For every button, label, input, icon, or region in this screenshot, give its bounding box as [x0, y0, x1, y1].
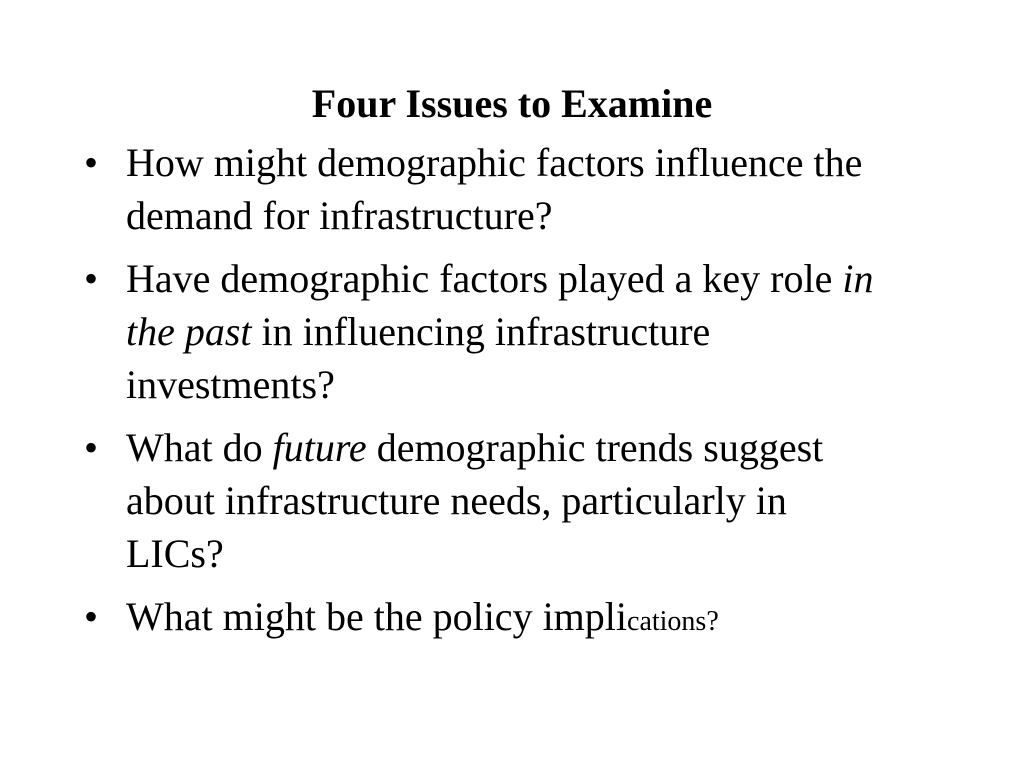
bullet-item-1	[82, 136, 882, 242]
bullet-item-3	[82, 421, 882, 580]
bullet-icon: •	[84, 256, 99, 301]
bullet-text-small: cations?	[627, 606, 719, 637]
bullet-text-end: demographic trends suggest about infrastructure needs, particularly in LICs?	[126, 425, 824, 576]
slide-title: Four Issues to Examine	[311, 81, 713, 126]
bullet-item-2	[82, 252, 882, 411]
bullet-text-start: Have demographic factors played a key role	[126, 256, 843, 301]
bullet-icon: •	[84, 140, 99, 185]
bullet-icon: •	[84, 425, 99, 470]
bullet-text-end: in influencing infrastructure investments?	[126, 309, 711, 407]
bullet-icon: •	[84, 594, 99, 639]
bullet-text-emphasis: in the past	[126, 256, 874, 354]
bullet-text-start: What might be the policy impli	[126, 594, 628, 639]
bullet-item-4	[82, 590, 882, 648]
bullet-text-emphasis: future	[272, 425, 367, 470]
bullet-list	[82, 136, 882, 658]
bullet-text-start: What do	[126, 425, 273, 470]
bullet-text: How might demographic factors influence the demand for infrastructure?	[126, 140, 863, 238]
